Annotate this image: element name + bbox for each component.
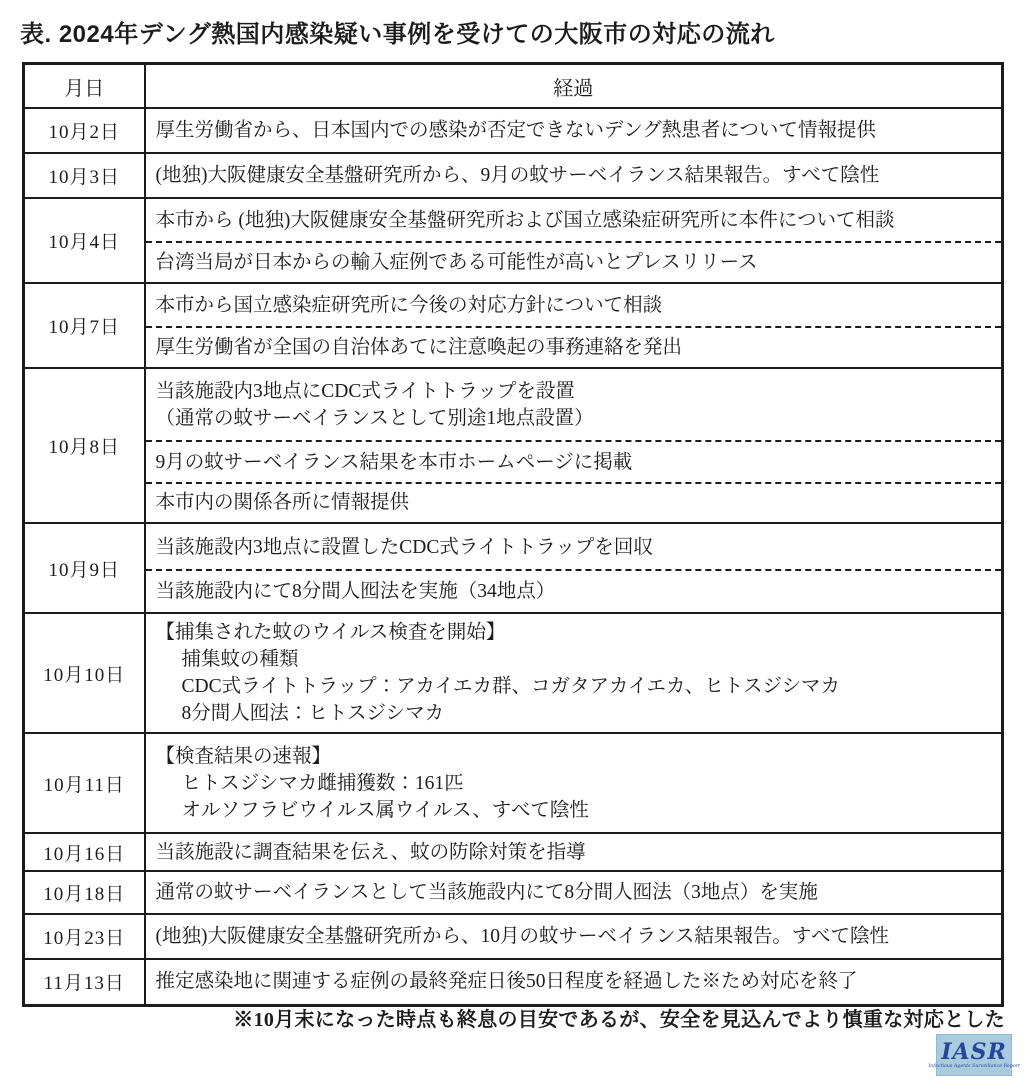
iasr-logo-text: IASR	[941, 1038, 1007, 1065]
date-cell: 10月18日	[24, 871, 145, 914]
event-line: (地独)大阪健康安全基盤研究所から、9月の蚊サーベイランス結果報告。すべて陰性	[155, 165, 880, 186]
date-cell: 10月10日	[24, 613, 145, 733]
table-row	[24, 108, 1003, 153]
event-entry	[146, 326, 1002, 366]
event-line: 厚生労働省から、日本国内での感染が否定できないデング熱患者について情報提供	[155, 120, 876, 141]
event-entry	[146, 115, 1002, 146]
event-entry	[146, 285, 1002, 326]
event-line: (地独)大阪健康安全基盤研究所から、10月の蚊サーベイランス結果報告。すべて陰性	[155, 926, 890, 947]
event-line: 推定感染地に関連する症例の最終発症日後50日程度を経過した※ため対応を終了	[155, 971, 858, 993]
table-row	[24, 613, 1003, 733]
date-cell: 10月7日	[24, 283, 145, 368]
event-line: オルソフラビウイルス属ウイルス、すべて陰性	[181, 799, 589, 821]
event-line: ヒトスジシマカ雌捕獲数：161匹	[181, 772, 464, 794]
event-line: 本市から国立感染症研究所に今後の対応方針について相談	[155, 295, 663, 316]
iasr-logo-subtitle: Infectious Agents Surveillance Report	[928, 1062, 1020, 1069]
table-row	[24, 871, 1003, 914]
event-line: （通常の蚊サーベイランスとして別途1地点設置）	[155, 408, 594, 429]
event-entry	[146, 741, 1002, 826]
date-cell: 10月3日	[24, 153, 145, 198]
event-line: 通常の蚊サーベイランスとして当該施設内にて8分間人囮法（3地点）を実施	[155, 882, 818, 903]
event-line: 当該施設内3地点にCDC式ライトトラップを設置	[155, 381, 575, 402]
table-row	[24, 733, 1003, 833]
event-entry	[146, 966, 1002, 997]
event-line: 本市内の関係各所に情報提供	[155, 492, 410, 513]
header-progress: 経過	[145, 64, 1003, 109]
event-line: 台湾当局が日本からの輸入症例である可能性が高いとプレスリリース	[155, 251, 758, 273]
event-line: 【検査結果の速報】	[155, 745, 332, 767]
page-title: 表. 2024年デング熱国内感染疑い事例を受けての大阪市の対応の流れ	[20, 21, 775, 48]
table-row	[24, 153, 1003, 198]
event-entry	[146, 525, 1002, 569]
event-line: CDC式ライトトラップ：アカイエカ群、コガタアカイエカ、ヒトスジシマカ	[181, 676, 841, 697]
event-entry	[146, 370, 1002, 440]
date-cell: 10月16日	[24, 833, 145, 871]
event-line: 当該施設内3地点に設置したCDC式ライトトラップを回収	[155, 536, 653, 558]
event-line: 8分間人囮法：ヒトスジシマカ	[181, 703, 445, 724]
event-line: 本市から (地独)大阪健康安全基盤研究所および国立感染症研究所に本件について相談	[155, 210, 895, 231]
date-cell: 10月4日	[24, 198, 145, 283]
header-date: 月日	[24, 64, 145, 109]
event-entry	[146, 617, 1002, 729]
event-line: 当該施設に調査結果を伝え、蚊の防除対策を指導	[155, 841, 586, 863]
event-entry	[146, 160, 1002, 191]
event-entry	[146, 482, 1002, 521]
date-cell: 10月23日	[24, 914, 145, 959]
event-entry	[146, 241, 1002, 281]
table-row	[24, 198, 1003, 283]
event-entry	[146, 877, 1002, 908]
date-cell: 10月8日	[24, 368, 145, 523]
event-line: 【捕集された蚊のウイルス検査を開始】	[155, 622, 506, 643]
table-row	[24, 914, 1003, 959]
event-entry	[146, 837, 1002, 868]
event-line: 捕集蚊の種類	[181, 649, 299, 670]
table-row	[24, 833, 1003, 871]
event-entry	[146, 569, 1002, 611]
date-cell: 11月13日	[24, 959, 145, 1005]
event-line: 当該施設内にて8分間人囮法を実施（34地点）	[155, 580, 556, 602]
event-entry	[146, 921, 1002, 952]
event-line: 厚生労働省が全国の自治体あてに注意喚起の事務連絡を発出	[155, 336, 683, 358]
event-entry	[146, 200, 1002, 241]
event-line: 9月の蚊サーベイランス結果を本市ホームページに掲載	[155, 451, 633, 473]
date-cell: 10月9日	[24, 523, 145, 613]
table-row	[24, 368, 1003, 523]
date-cell: 10月2日	[24, 108, 145, 153]
table-header-row	[24, 64, 1003, 109]
iasr-logo	[928, 1034, 1020, 1076]
table-row	[24, 959, 1003, 1005]
footnote: ※10月末になった時点も終息の目安であるが、安全を見込んでより慎重な対応とした	[233, 1009, 1005, 1031]
date-cell: 10月11日	[24, 733, 145, 833]
table-row	[24, 523, 1003, 613]
timeline-table	[22, 62, 1004, 1007]
table-row	[24, 283, 1003, 368]
event-entry	[146, 440, 1002, 482]
